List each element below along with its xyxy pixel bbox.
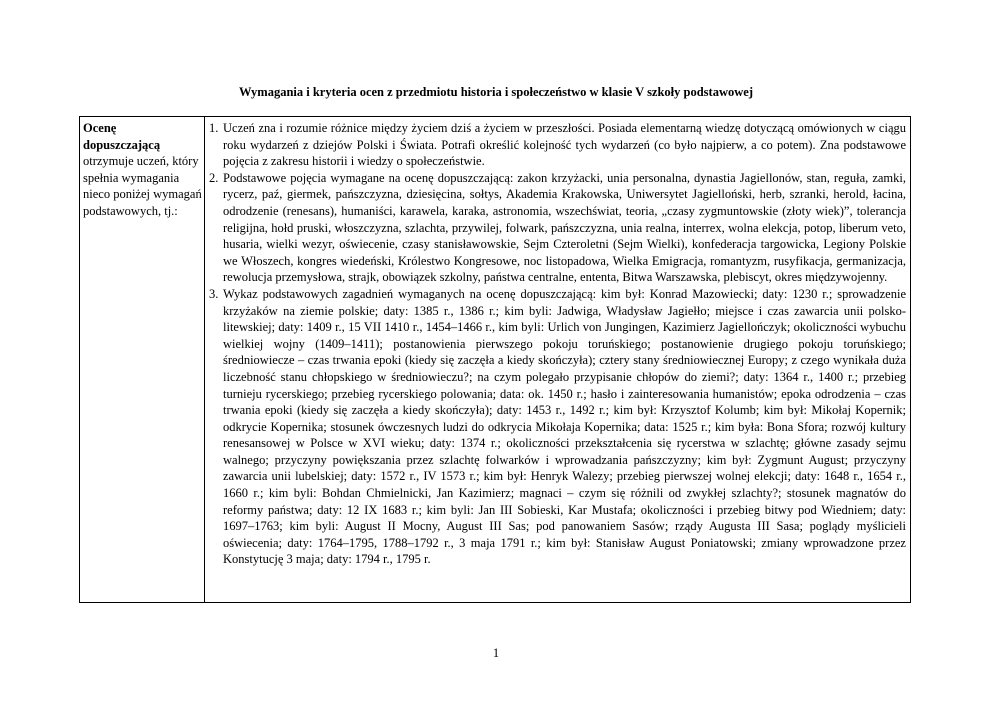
page-number: 1 bbox=[492, 646, 500, 660]
grade-description: otrzymuje uczeń, który spełnia wymagania nieco poniżej wymagań podstawowych, tj.: bbox=[83, 154, 202, 218]
requirements-table bbox=[79, 116, 911, 603]
item-number: 3. bbox=[209, 286, 219, 301]
item-text: Wykaz podstawowych zagadnień wymaganych na ocenę dopuszczającą: kim był: Konrad Mazowiecki; daty: 1230 r.; sprowadzenie krzyżaków na ziemie polskie; daty: 1385 r., 1386 r.; kim byli: Jadwiga, Władysław Jagiełło; miejsce i czas zawarcia unii polsko-litewskiej; daty: 1409 r., 15 VII 1410 r., 1454–1466 r., kim byli: Urlich von Jungingen, Kazimierz Jagiellończyk; okoliczności wybuchu wielkiej wojny (1409–1411); postanowienia pierwszego pokoju toruńskiego; postanowienie drugiego pokoju toruńskiego; średniowiecze – czas trwania epoki (kiedy się zaczęła a kiedy skończyła); cztery stany średniowiecznej Europy; z czego wynikała duża liczebność stanu chłopskiego w średniowieczu?; na czym polegało przypisanie chłopów do ziemi?; daty: 1364 r., 1400 r.; przebieg turnieju rycerskiego; przebieg rycerskiego polowania; data: ok. 1450 r.; hasło i zainteresowania humanistów; epoka odrodzenia – czas trwania epoki (kiedy się zaczęła a kiedy skończyła); daty: 1453 r., 1492 r.; kim był: Krzysztof Kolumb; kim był: Mikołaj Kopernik; odkrycie Kopernika; stosunek ówczesnych ludzi do odkrycia Mikołaja Kopernika; data: 1525 r.; kim była: Bona Sfora; rozwój kultury renesansowej w Polsce w XVI wieku; daty: 1374 r.; okoliczności przekształcenia się rycerstwa w szlachtę; główne zasady sejmu walnego; przyczyny powiększania przez szlachtę folwarków i wprowadzania pańszczyzny; kim był: Zygmunt August; przyczyny zawarcia unii lubelskiej; daty: 1572 r., IV 1573 r.; kim był: Henryk Walezy; przebieg pierwszej wolnej elekcji; daty: 1648 r., 1654 r., 1660 r.; kim byli: Bohdan Chmielnicki, Jan Kazimierz; magnaci – czym się różnili od zwykłej szlachty?; stosunek magnatów do reformy państwa; daty: 12 IX 1683 r.; kim byli: Jan III Sobieski, Kar Mustafa; okoliczności i przebieg bitwy pod Wiedniem; daty: 1697–1763; kim byli: August II Mocny, August III Sas; pod panowaniem Sasów; rządy Augusta III Sasa; poglądy myślicieli oświecenia; daty: 1764–1795, 1788–1792 r., 3 maja 1791 r.; kim był: Stanisław August Poniatowski; zmiany wprowadzone przez Konstytucję 3 maja; daty: 1794 r., 1795 r. bbox=[223, 286, 906, 567]
requirement-item-2 bbox=[209, 170, 906, 286]
document-title: Wymagania i kryteria ocen z przedmiotu historia i społeczeństwo w klasie V szkoły podstawowej bbox=[239, 85, 753, 99]
item-number: 1. bbox=[209, 121, 219, 135]
item-text: Podstawowe pojęcia wymagane na ocenę dopuszczającą: zakon krzyżacki, unia personalna, dynastia Jagiellonów, stan, reguła, zamki, rycerz, paź, giermek, pańszczyzna, dziesięcina, sołtys, Akademia Krakowska, Uniwersytet Jagielloński, herb, szranki, herold, łacina, odrodzenie (renesans), humaniści, karawela, karaka, astronomia, wszechświat, teoria, „czasy zygmuntowskie (złoty wiek)”, tolerancja religijna, hołd pruski, włoszczyzna, szlachta, przywilej, folwark, pańszczyzna, unia realna, interrex, wolna elekcja, potop, liberum veto, husaria, wielki wezyr, oświecenie, czasy stanisławowskie, Sejm Czteroletni (Sejm Wielki), konfederacja targowicka, Legiony Polskie we Włoszech, kongres wiedeński, Królestwo Kongresowe, noc listopadowa, Wielka Emigracja, romantyzm, rusyfikacja, germanizacja, rewolucja przemysłowa, strajk, obowiązek szkolny, państwa centralne, ententa, Bitwa Warszawska, plebiscyt, okres międzywojenny. bbox=[223, 170, 906, 285]
requirement-item-1 bbox=[209, 120, 906, 170]
grade-name-line2: dopuszczającą bbox=[83, 137, 161, 152]
item-number: 2. bbox=[209, 170, 219, 185]
grade-cell bbox=[80, 117, 205, 602]
requirement-item-3 bbox=[209, 286, 906, 568]
requirements-cell bbox=[205, 117, 910, 602]
grade-name-line1: Ocenę bbox=[83, 121, 117, 135]
item-text: Uczeń zna i rozumie różnice między życiem dziś a życiem w przeszłości. Posiada elementarną wiedzę dotyczącą omówionych w ciągu roku wydarzeń z dziejów Polski i Świata. Potrafi określić kolejność tych wydarzeń (co było najpierw, a co potem). Zna podstawowe pojęcia z zakresu historii i wiedzy o społeczeństwie. bbox=[223, 121, 906, 169]
